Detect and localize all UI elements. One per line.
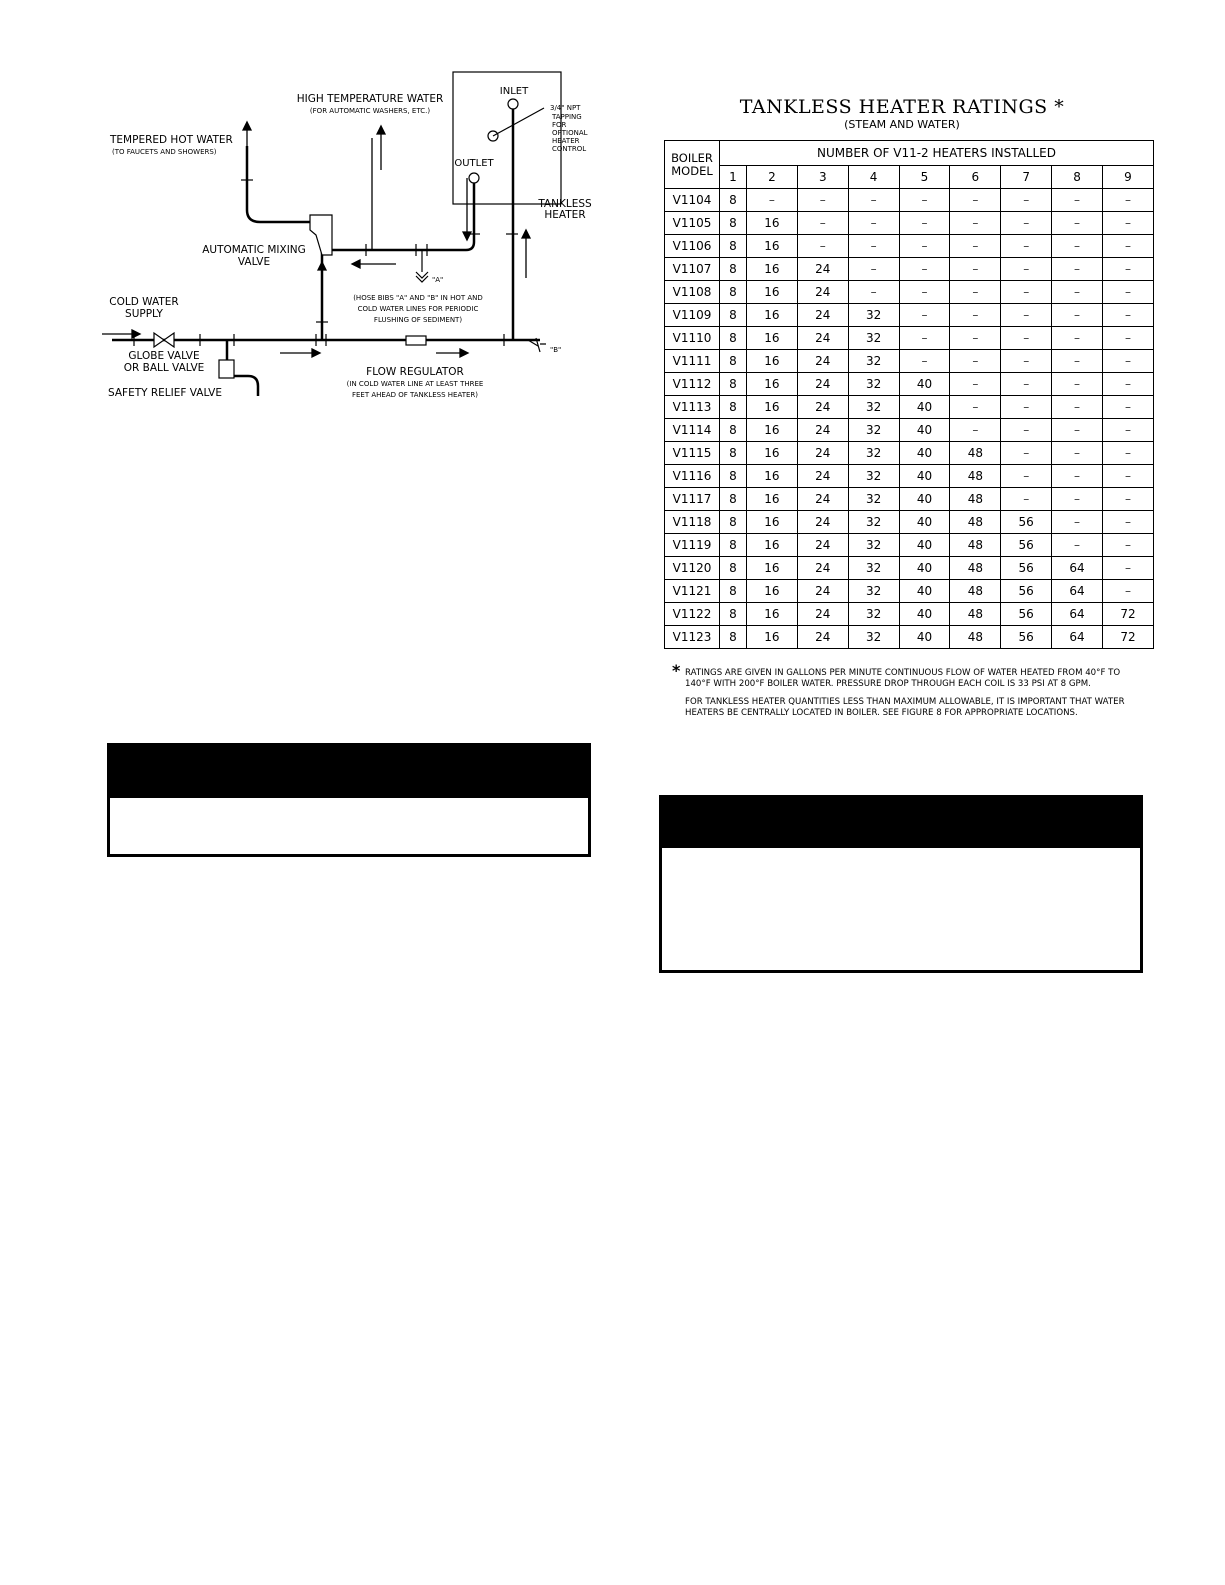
rating-cell: 48 xyxy=(950,626,1001,649)
table-row xyxy=(665,442,1154,465)
ratings-title-text: TANKLESS HEATER RATINGS xyxy=(739,96,1048,118)
rating-cell: – xyxy=(848,212,899,235)
table-row xyxy=(665,626,1154,649)
rating-cell: – xyxy=(1102,511,1153,534)
rating-cell: 16 xyxy=(746,373,797,396)
rating-cell: 24 xyxy=(797,511,848,534)
rating-cell: 48 xyxy=(950,465,1001,488)
rating-cell: 8 xyxy=(720,488,747,511)
rating-cell: – xyxy=(950,258,1001,281)
rating-cell: 8 xyxy=(720,212,747,235)
ratings-title-mark: * xyxy=(1054,96,1065,118)
rating-cell: 16 xyxy=(746,419,797,442)
rating-cell: 48 xyxy=(950,534,1001,557)
model-cell: V1104 xyxy=(665,189,720,212)
rating-cell: – xyxy=(1001,304,1052,327)
column-header: 4 xyxy=(848,166,899,189)
rating-cell: 40 xyxy=(899,396,950,419)
rating-cell: 24 xyxy=(797,327,848,350)
group-header: NUMBER OF V11-2 HEATERS INSTALLED xyxy=(720,141,1154,166)
rating-cell: – xyxy=(950,304,1001,327)
rating-cell: 40 xyxy=(899,373,950,396)
model-cell: V1120 xyxy=(665,557,720,580)
model-cell: V1116 xyxy=(665,465,720,488)
note-2 xyxy=(672,697,1142,719)
rating-cell: 24 xyxy=(797,419,848,442)
rating-cell: 40 xyxy=(899,557,950,580)
note-2-text: FOR TANKLESS HEATER QUANTITIES LESS THAN MAXIMUM ALLOWABLE, IT IS IMPORTANT THAT WATER HEATERS BE CENTRALLY LOCATED IN BOILER. SEE FIGURE 8 FOR APPROPRIATE LOCATIONS. xyxy=(685,697,1125,718)
rating-cell: 40 xyxy=(899,442,950,465)
model-cell: V1123 xyxy=(665,626,720,649)
table-row xyxy=(665,258,1154,281)
rating-cell: – xyxy=(1102,442,1153,465)
label-npt-5: CONTROL xyxy=(552,145,587,153)
label-high-temp-water: HIGH TEMPERATURE WATER xyxy=(296,93,444,105)
rating-cell: 56 xyxy=(1001,626,1052,649)
rating-cell: 40 xyxy=(899,603,950,626)
rating-cell: – xyxy=(1052,212,1103,235)
rating-cell: 8 xyxy=(720,189,747,212)
rating-cell: 8 xyxy=(720,258,747,281)
warning-box-left-header xyxy=(110,746,588,798)
label-tankless-1: TANKLESS xyxy=(538,198,592,210)
rating-cell: – xyxy=(848,189,899,212)
rating-cell: 24 xyxy=(797,534,848,557)
rating-cell: – xyxy=(1102,327,1153,350)
rating-cell: – xyxy=(1001,212,1052,235)
rating-cell: – xyxy=(1102,304,1153,327)
rating-cell: – xyxy=(1102,580,1153,603)
ratings-title xyxy=(660,96,1144,118)
model-cell: V1122 xyxy=(665,603,720,626)
rating-cell: 24 xyxy=(797,465,848,488)
warning-box-right-header xyxy=(662,798,1140,848)
rating-cell: 48 xyxy=(950,442,1001,465)
rating-cell: 8 xyxy=(720,281,747,304)
rating-cell: – xyxy=(1052,511,1103,534)
rating-cell: 32 xyxy=(848,488,899,511)
warning-box-left xyxy=(107,743,591,857)
rating-cell: 8 xyxy=(720,465,747,488)
table-row xyxy=(665,603,1154,626)
label-npt: 3/4" NPT xyxy=(550,104,581,112)
label-high-temp-sub: (FOR AUTOMATIC WASHERS, ETC.) xyxy=(309,107,431,115)
rating-cell: – xyxy=(950,212,1001,235)
rating-cell: 64 xyxy=(1052,557,1103,580)
rating-cell: – xyxy=(848,281,899,304)
column-header: 2 xyxy=(746,166,797,189)
table-row xyxy=(665,189,1154,212)
rating-cell: 8 xyxy=(720,350,747,373)
model-header-2: MODEL xyxy=(671,163,713,178)
rating-cell: 16 xyxy=(746,258,797,281)
rating-cell: – xyxy=(1052,396,1103,419)
rating-cell: – xyxy=(1001,281,1052,304)
rating-cell: 64 xyxy=(1052,603,1103,626)
rating-cell: 8 xyxy=(720,603,747,626)
rating-cell: 16 xyxy=(746,511,797,534)
model-cell: V1110 xyxy=(665,327,720,350)
rating-cell: – xyxy=(1102,235,1153,258)
rating-cell: – xyxy=(1001,442,1052,465)
flow-regulator-shape xyxy=(406,336,426,345)
rating-cell: 56 xyxy=(1001,557,1052,580)
table-row xyxy=(665,465,1154,488)
rating-cell: – xyxy=(899,304,950,327)
rating-cell: 72 xyxy=(1102,603,1153,626)
rating-cell: – xyxy=(1001,235,1052,258)
rating-cell: 48 xyxy=(950,557,1001,580)
label-tempered-hot: TEMPERED HOT WATER xyxy=(110,134,233,146)
rating-cell: 56 xyxy=(1001,511,1052,534)
column-header: 5 xyxy=(899,166,950,189)
globe-valve-shape xyxy=(154,333,174,347)
model-cell: V1117 xyxy=(665,488,720,511)
rating-cell: 8 xyxy=(720,419,747,442)
label-globe-1: GLOBE VALVE xyxy=(128,350,200,362)
rating-cell: 40 xyxy=(899,488,950,511)
piping-diagram-svg xyxy=(100,60,620,410)
rating-cell: – xyxy=(1102,534,1153,557)
rating-cell: – xyxy=(950,235,1001,258)
rating-cell: 40 xyxy=(899,511,950,534)
note-mark: * xyxy=(672,661,681,680)
rating-cell: – xyxy=(950,396,1001,419)
rating-cell: – xyxy=(1001,350,1052,373)
rating-cell: 32 xyxy=(848,603,899,626)
rating-cell: 32 xyxy=(848,580,899,603)
label-flow-note-1: (IN COLD WATER LINE AT LEAST THREE xyxy=(346,380,484,388)
rating-cell: 16 xyxy=(746,304,797,327)
rating-cell: 16 xyxy=(746,442,797,465)
rating-cell: 56 xyxy=(1001,534,1052,557)
rating-cell: 40 xyxy=(899,465,950,488)
rating-cell: – xyxy=(899,189,950,212)
label-inlet: INLET xyxy=(499,86,529,97)
rating-cell: – xyxy=(1052,488,1103,511)
column-header: 3 xyxy=(797,166,848,189)
rating-cell: 8 xyxy=(720,235,747,258)
rating-cell: 64 xyxy=(1052,626,1103,649)
rating-cell: 8 xyxy=(720,580,747,603)
label-npt-3: OPTIONAL xyxy=(552,129,588,137)
rating-cell: – xyxy=(1052,235,1103,258)
ratings-body xyxy=(665,189,1154,649)
rating-cell: 40 xyxy=(899,626,950,649)
rating-cell: – xyxy=(1001,258,1052,281)
model-cell: V1106 xyxy=(665,235,720,258)
rating-cell: – xyxy=(899,350,950,373)
rating-cell: – xyxy=(1052,350,1103,373)
table-row xyxy=(665,396,1154,419)
rating-cell: 8 xyxy=(720,557,747,580)
rating-cell: – xyxy=(1102,212,1153,235)
rating-cell: 48 xyxy=(950,603,1001,626)
rating-cell: – xyxy=(1102,281,1153,304)
rating-cell: 16 xyxy=(746,235,797,258)
label-outlet: OUTLET xyxy=(454,158,494,169)
rating-cell: 32 xyxy=(848,557,899,580)
table-row xyxy=(665,511,1154,534)
rating-cell: – xyxy=(1052,373,1103,396)
rating-cell: – xyxy=(899,212,950,235)
rating-cell: 48 xyxy=(950,511,1001,534)
column-header: 9 xyxy=(1102,166,1153,189)
rating-cell: 32 xyxy=(848,626,899,649)
rating-cell: – xyxy=(1052,419,1103,442)
rating-cell: – xyxy=(797,235,848,258)
rating-cell: – xyxy=(950,419,1001,442)
rating-cell: – xyxy=(1052,281,1103,304)
rating-cell: 24 xyxy=(797,258,848,281)
rating-cell: 24 xyxy=(797,396,848,419)
label-globe-2: OR BALL VALVE xyxy=(123,362,205,374)
rating-cell: 16 xyxy=(746,603,797,626)
rating-cell: – xyxy=(1102,488,1153,511)
rating-cell: 16 xyxy=(746,534,797,557)
note-1 xyxy=(672,661,1142,690)
rating-cell: – xyxy=(1102,465,1153,488)
rating-cell: – xyxy=(1052,304,1103,327)
rating-cell: – xyxy=(1102,396,1153,419)
table-row xyxy=(665,373,1154,396)
rating-cell: – xyxy=(1052,534,1103,557)
rating-cell: – xyxy=(899,258,950,281)
rating-cell: – xyxy=(746,189,797,212)
label-hose-note-1: (HOSE BIBS "A" AND "B" IN HOT AND xyxy=(353,294,483,302)
table-row xyxy=(665,281,1154,304)
rating-cell: 32 xyxy=(848,511,899,534)
label-hose-b: "B" xyxy=(550,346,562,354)
model-cell: V1115 xyxy=(665,442,720,465)
rating-cell: – xyxy=(1102,258,1153,281)
rating-cell: – xyxy=(1052,258,1103,281)
column-header-row xyxy=(665,166,1154,189)
table-row xyxy=(665,580,1154,603)
rating-cell: 16 xyxy=(746,465,797,488)
model-cell: V1109 xyxy=(665,304,720,327)
warning-box-right xyxy=(659,795,1143,973)
rating-cell: – xyxy=(1001,396,1052,419)
rating-cell: – xyxy=(950,189,1001,212)
label-flow-note-2: FEET AHEAD OF TANKLESS HEATER) xyxy=(351,391,479,399)
label-npt-2: FOR xyxy=(552,121,567,129)
table-row xyxy=(665,419,1154,442)
rating-cell: 8 xyxy=(720,396,747,419)
rating-cell: – xyxy=(1052,327,1103,350)
rating-cell: – xyxy=(899,235,950,258)
label-mixing-2: VALVE xyxy=(237,256,271,268)
rating-cell: – xyxy=(1102,189,1153,212)
rating-cell: 64 xyxy=(1052,580,1103,603)
label-cold-1: COLD WATER xyxy=(109,296,179,308)
rating-cell: – xyxy=(1052,442,1103,465)
rating-cell: 32 xyxy=(848,534,899,557)
rating-cell: 16 xyxy=(746,488,797,511)
rating-cell: – xyxy=(1102,373,1153,396)
rating-cell: 32 xyxy=(848,327,899,350)
rating-cell: – xyxy=(1102,419,1153,442)
rating-cell: – xyxy=(1001,373,1052,396)
label-hose-note-2: COLD WATER LINES FOR PERIODIC xyxy=(357,305,479,313)
model-cell: V1114 xyxy=(665,419,720,442)
model-cell: V1105 xyxy=(665,212,720,235)
table-row xyxy=(665,235,1154,258)
rating-cell: 16 xyxy=(746,626,797,649)
model-cell: V1119 xyxy=(665,534,720,557)
model-cell: V1118 xyxy=(665,511,720,534)
label-cold-2: SUPPLY xyxy=(125,308,163,320)
table-row xyxy=(665,534,1154,557)
rating-cell: 56 xyxy=(1001,603,1052,626)
rating-cell: – xyxy=(950,281,1001,304)
rating-cell: – xyxy=(899,281,950,304)
rating-cell: – xyxy=(1001,419,1052,442)
rating-cell: – xyxy=(950,350,1001,373)
rating-cell: 40 xyxy=(899,419,950,442)
table-row xyxy=(665,304,1154,327)
model-cell: V1108 xyxy=(665,281,720,304)
table-row xyxy=(665,557,1154,580)
rating-cell: 24 xyxy=(797,580,848,603)
rating-cell: 48 xyxy=(950,488,1001,511)
rating-cell: 32 xyxy=(848,350,899,373)
model-cell: V1121 xyxy=(665,580,720,603)
label-tankless-2: HEATER xyxy=(544,209,586,221)
label-npt-1: TAPPING xyxy=(552,113,582,121)
rating-cell: 8 xyxy=(720,304,747,327)
table-row xyxy=(665,488,1154,511)
rating-cell: – xyxy=(1001,465,1052,488)
rating-cell: 24 xyxy=(797,442,848,465)
table-row xyxy=(665,350,1154,373)
rating-cell: 32 xyxy=(848,442,899,465)
rating-cell: 8 xyxy=(720,327,747,350)
rating-cell: 32 xyxy=(848,304,899,327)
rating-cell: – xyxy=(899,327,950,350)
rating-cell: – xyxy=(950,373,1001,396)
label-mixing-1: AUTOMATIC MIXING xyxy=(202,244,306,256)
rating-cell: 24 xyxy=(797,281,848,304)
column-header: 6 xyxy=(950,166,1001,189)
rating-cell: – xyxy=(1102,350,1153,373)
rating-cell: 16 xyxy=(746,396,797,419)
rating-cell: 24 xyxy=(797,603,848,626)
rating-cell: 32 xyxy=(848,396,899,419)
rating-cell: 32 xyxy=(848,419,899,442)
rating-cell: 24 xyxy=(797,373,848,396)
model-cell: V1111 xyxy=(665,350,720,373)
column-header: 7 xyxy=(1001,166,1052,189)
column-header: 1 xyxy=(720,166,747,189)
rating-cell: 24 xyxy=(797,304,848,327)
table-row xyxy=(665,212,1154,235)
rating-cell: 24 xyxy=(797,350,848,373)
rating-cell: 24 xyxy=(797,626,848,649)
piping-diagram xyxy=(100,60,620,410)
rating-cell: – xyxy=(1102,557,1153,580)
label-hose-a: "A" xyxy=(432,276,444,284)
relief-valve-shape xyxy=(219,360,234,378)
mixing-valve-shape xyxy=(310,215,332,255)
model-cell: V1113 xyxy=(665,396,720,419)
note-1-text: RATINGS ARE GIVEN IN GALLONS PER MINUTE CONTINUOUS FLOW OF WATER HEATED FROM 40°F TO 140°F WITH 200°F BOILER WATER. PRESSURE DROP THROUGH EACH COIL IS 33 PSI AT 8 GPM. xyxy=(685,668,1121,689)
rating-cell: – xyxy=(1001,189,1052,212)
label-tempered-sub: (TO FAUCETS AND SHOWERS) xyxy=(112,148,217,156)
rating-cell: 56 xyxy=(1001,580,1052,603)
rating-cell: 8 xyxy=(720,511,747,534)
rating-cell: – xyxy=(848,258,899,281)
rating-cell: 24 xyxy=(797,488,848,511)
rating-cell: 40 xyxy=(899,534,950,557)
label-hose-note-3: FLUSHING OF SEDIMENT) xyxy=(373,316,463,324)
rating-cell: 8 xyxy=(720,534,747,557)
rating-cell: 24 xyxy=(797,557,848,580)
rating-cell: 16 xyxy=(746,350,797,373)
rating-cell: – xyxy=(1052,189,1103,212)
model-header xyxy=(665,141,720,189)
rating-cell: 16 xyxy=(746,327,797,350)
rating-cell: – xyxy=(1001,327,1052,350)
rating-cell: – xyxy=(797,189,848,212)
rating-cell: – xyxy=(797,212,848,235)
ratings-notes xyxy=(672,661,1142,726)
column-header: 8 xyxy=(1052,166,1103,189)
rating-cell: – xyxy=(848,235,899,258)
label-flow-reg: FLOW REGULATOR xyxy=(366,366,464,378)
label-npt-4: HEATER xyxy=(552,137,580,145)
rating-cell: 8 xyxy=(720,442,747,465)
rating-cell: 16 xyxy=(746,212,797,235)
table-row xyxy=(665,327,1154,350)
ratings-subtitle: (STEAM AND WATER) xyxy=(844,118,960,131)
ratings-table xyxy=(664,140,1154,649)
rating-cell: 8 xyxy=(720,626,747,649)
rating-cell: – xyxy=(1052,465,1103,488)
rating-cell: 16 xyxy=(746,281,797,304)
rating-cell: 16 xyxy=(746,580,797,603)
model-cell: V1112 xyxy=(665,373,720,396)
rating-cell: 16 xyxy=(746,557,797,580)
rating-cell: 32 xyxy=(848,373,899,396)
model-header-1: BOILER xyxy=(671,150,713,165)
rating-cell: 72 xyxy=(1102,626,1153,649)
rating-cell: 40 xyxy=(899,580,950,603)
rating-cell: – xyxy=(950,327,1001,350)
model-cell: V1107 xyxy=(665,258,720,281)
label-safety: SAFETY RELIEF VALVE xyxy=(108,387,222,399)
rating-cell: 32 xyxy=(848,465,899,488)
rating-cell: 8 xyxy=(720,373,747,396)
rating-cell: – xyxy=(1001,488,1052,511)
rating-cell: 48 xyxy=(950,580,1001,603)
